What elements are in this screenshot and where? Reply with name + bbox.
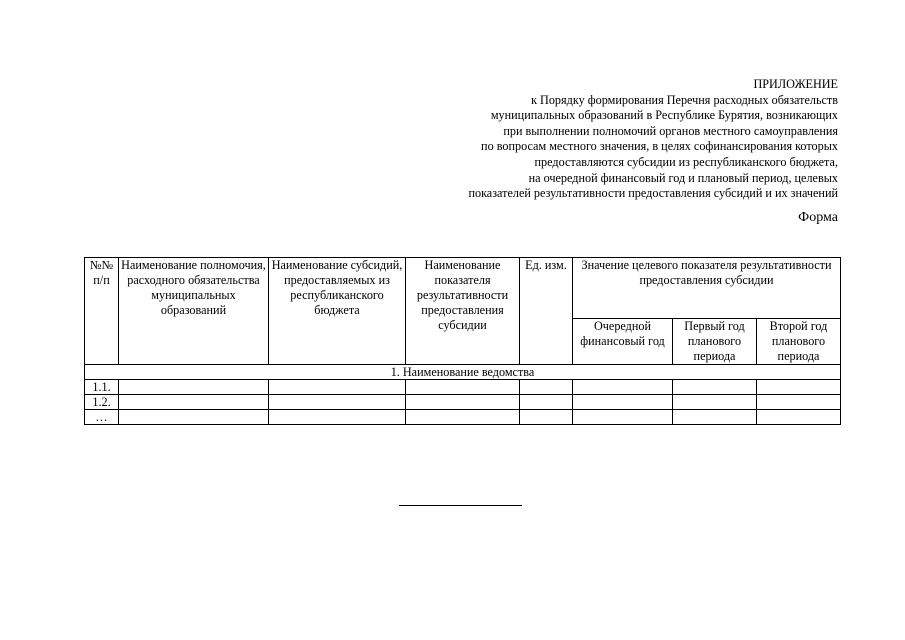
header-indicator: Наименование показателя результативности предоставления субсидии bbox=[406, 258, 520, 365]
header-target-value: Значение целевого показателя результативности предоставления субсидии bbox=[573, 258, 841, 319]
header-number: №№ п/п bbox=[85, 258, 119, 365]
row-number: 1.1. bbox=[85, 380, 119, 395]
table-cell bbox=[673, 380, 757, 395]
table-cell bbox=[757, 410, 841, 425]
appendix-line: предоставляются субсидии из республиканского бюджета, bbox=[534, 154, 838, 169]
table-cell bbox=[269, 380, 406, 395]
appendix-line: муниципальных образований в Республике Бурятия, возникающих bbox=[490, 108, 838, 123]
table-cell bbox=[673, 410, 757, 425]
table-cell bbox=[269, 410, 406, 425]
table-cell bbox=[520, 380, 573, 395]
table-row bbox=[85, 410, 841, 425]
header-subsidy: Наименование субсидий, предоставляемых из республиканского бюджета bbox=[269, 258, 406, 365]
table-cell bbox=[119, 380, 269, 395]
appendix-title: ПРИЛОЖЕНИЕ bbox=[753, 77, 838, 91]
table-row bbox=[85, 395, 841, 410]
table-cell bbox=[520, 410, 573, 425]
table-cell bbox=[406, 380, 520, 395]
signature-line bbox=[399, 505, 522, 506]
header-second-plan-year: Второй год планового периода bbox=[757, 319, 841, 365]
row-number: … bbox=[85, 410, 119, 425]
header-unit: Ед. изм. bbox=[520, 258, 573, 365]
form-label: Форма bbox=[798, 210, 838, 225]
appendix-header bbox=[468, 77, 838, 202]
header-first-plan-year: Первый год планового периода bbox=[673, 319, 757, 365]
table-cell bbox=[673, 395, 757, 410]
table-cell bbox=[757, 380, 841, 395]
table-cell bbox=[119, 395, 269, 410]
table-cell bbox=[406, 395, 520, 410]
appendix-line: показателей результативности предоставления субсидий и их значений bbox=[468, 186, 838, 201]
table-cell bbox=[269, 395, 406, 410]
header-current-year: Очередной финансовый год bbox=[573, 319, 673, 365]
section-row: 1. Наименование ведомства bbox=[85, 365, 841, 380]
table-cell bbox=[573, 380, 673, 395]
table-cell bbox=[573, 410, 673, 425]
appendix-line: на очередной финансовый год и плановый период, целевых bbox=[528, 170, 838, 185]
table-cell bbox=[119, 410, 269, 425]
table-cell bbox=[757, 395, 841, 410]
indicators-table bbox=[84, 257, 841, 425]
table-row bbox=[85, 380, 841, 395]
appendix-line: к Порядку формирования Перечня расходных обязательств bbox=[531, 92, 838, 107]
table-cell bbox=[573, 395, 673, 410]
table-cell bbox=[520, 395, 573, 410]
appendix-line: по вопросам местного значения, в целях софинансирования которых bbox=[481, 139, 838, 154]
header-obligation: Наименование полномочия, расходного обязательства муниципальных образований bbox=[119, 258, 269, 365]
table-cell bbox=[406, 410, 520, 425]
row-number: 1.2. bbox=[85, 395, 119, 410]
appendix-line: при выполнении полномочий органов местного самоуправления bbox=[503, 123, 838, 138]
